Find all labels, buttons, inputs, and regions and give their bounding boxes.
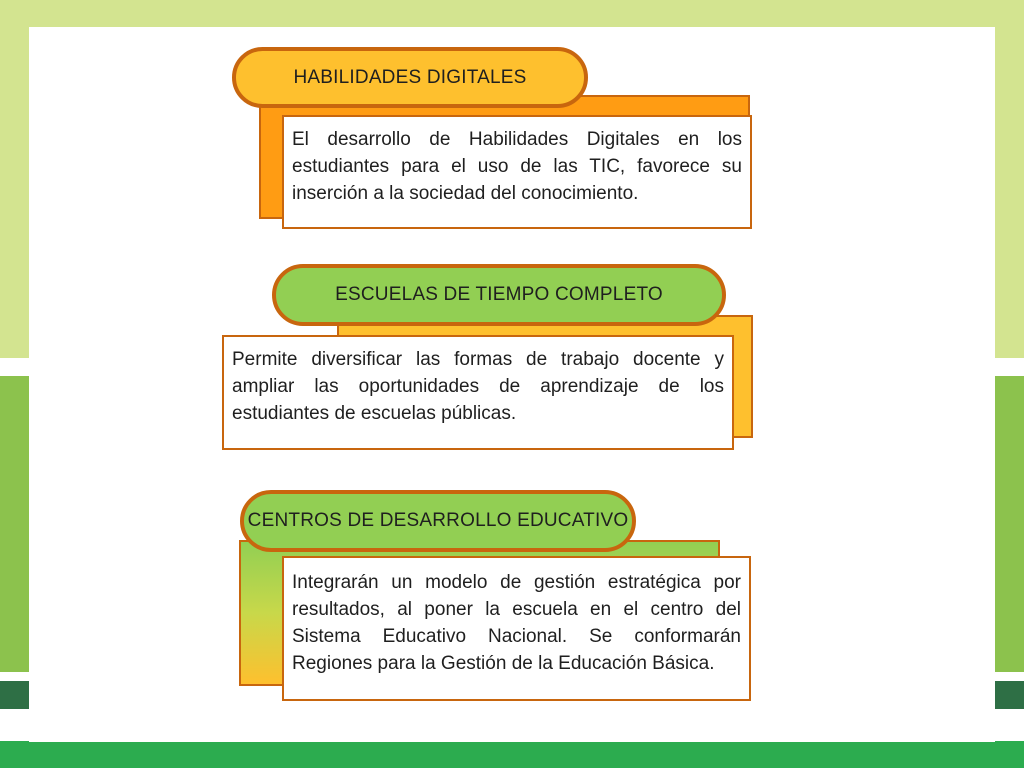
background-bottom-band: [0, 741, 1024, 768]
section-3-title-pill: [240, 490, 636, 552]
section-3-description-box: [282, 556, 751, 701]
section-2-description: Permite diversificar las formas de trabajo docente y ampliar las oportunidades de aprendizaje de los estudiantes de escuelas públicas.: [232, 349, 724, 424]
section-2-title: ESCUELAS DE TIEMPO COMPLETO: [335, 284, 663, 305]
section-2-title-pill: [272, 264, 726, 326]
section-1-description-box: [282, 115, 752, 229]
section-2-description-box: [222, 335, 734, 450]
section-1-title: HABILIDADES DIGITALES: [293, 66, 527, 88]
section-1-description: El desarrollo de Habilidades Digitales en los estudiantes para el uso de las TIC, favorece su inserción a la sociedad del conocimiento.: [292, 129, 742, 204]
section-1-title-pill: [232, 47, 588, 108]
section-3-title: CENTROS DE DESARROLLO EDUCATIVO: [247, 510, 629, 531]
section-3-description: Integrarán un modelo de gestión estratégica por resultados, al poner la escuela en el centro del Sistema Educativo Nacional. Se conformarán Regiones para la Gestión de la Educación Básica.: [292, 572, 741, 674]
